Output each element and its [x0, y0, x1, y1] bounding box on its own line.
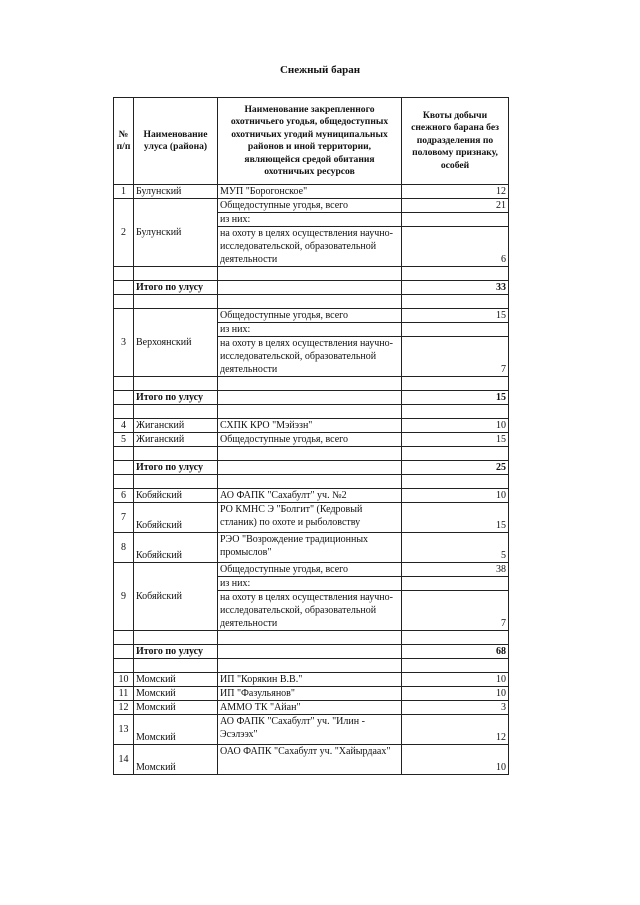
quota-cell: 3 [402, 701, 509, 715]
quota-cell [402, 577, 509, 591]
total-label: Итого по улусу [134, 461, 218, 475]
header-ground: Наименование закрепленного охотничьего угодья, общедоступных охотничьих угодий муниципальных районов и иной территории, являющейся средой обитания охотничьих ресурсов [218, 98, 402, 185]
header-region: Наименование улуса (района) [134, 98, 218, 185]
ground-cell: РО КМНС Э "Болгит" (Кедровый стланик) по охоте и рыболовству [218, 503, 402, 533]
quota-cell: 21 [402, 199, 509, 213]
row-num: 6 [114, 489, 134, 503]
row-num: 14 [114, 745, 134, 775]
quota-cell: 10 [402, 745, 509, 775]
row-num: 5 [114, 433, 134, 447]
region-cell: Кобяйский [134, 533, 218, 563]
row-num: 13 [114, 715, 134, 745]
row-num: 9 [114, 563, 134, 631]
table-row [114, 199, 509, 213]
table-row [114, 433, 509, 447]
ground-cell: на охоту в целях осуществления научно-исследовательской, образовательной деятельности [218, 591, 402, 631]
quota-cell: 15 [402, 433, 509, 447]
total-value: 15 [402, 391, 509, 405]
spacer-row [114, 631, 509, 645]
table-row [114, 309, 509, 323]
region-cell: Кобяйский [134, 489, 218, 503]
page-title: Снежный баран [279, 64, 361, 76]
table-row [114, 745, 509, 775]
ground-cell: АММО ТК "Айан" [218, 701, 402, 715]
total-value: 33 [402, 281, 509, 295]
spacer-row [114, 475, 509, 489]
region-cell: Момский [134, 673, 218, 687]
quota-cell [402, 213, 509, 227]
total-row [114, 281, 509, 295]
ground-cell: РЭО "Возрождение традиционных промыслов" [218, 533, 402, 563]
quota-cell: 15 [402, 503, 509, 533]
quota-cell: 10 [402, 419, 509, 433]
total-value: 25 [402, 461, 509, 475]
quota-cell [402, 323, 509, 337]
table-row [114, 185, 509, 199]
header-num: № п/п [114, 98, 134, 185]
spacer-row [114, 295, 509, 309]
quota-cell: 12 [402, 185, 509, 199]
region-cell: Верхоянский [134, 309, 218, 377]
total-value: 68 [402, 645, 509, 659]
quota-cell: 7 [402, 591, 509, 631]
ground-cell: МУП "Борогонское" [218, 185, 402, 199]
total-label: Итого по улусу [134, 645, 218, 659]
table-row [114, 687, 509, 701]
row-num: 7 [114, 503, 134, 533]
table-row [114, 533, 509, 563]
spacer-row [114, 377, 509, 391]
ground-cell: Общедоступные угодья, всего [218, 199, 402, 213]
row-num: 12 [114, 701, 134, 715]
ground-cell: ИП "Фазульянов" [218, 687, 402, 701]
row-num: 10 [114, 673, 134, 687]
row-num: 4 [114, 419, 134, 433]
region-cell: Булунский [134, 199, 218, 267]
region-cell: Кобяйский [134, 503, 218, 533]
quota-cell: 12 [402, 715, 509, 745]
ground-cell: АО ФАПК "Сахабулт" уч. "Илин - Эсэлээх" [218, 715, 402, 745]
ground-cell: из них: [218, 577, 402, 591]
ground-cell: Общедоступные угодья, всего [218, 433, 402, 447]
region-cell: Момский [134, 687, 218, 701]
total-label: Итого по улусу [134, 391, 218, 405]
spacer-row [114, 405, 509, 419]
ground-cell: АО ФАПК "Сахабулт" уч. №2 [218, 489, 402, 503]
quota-cell: 15 [402, 309, 509, 323]
region-cell: Момский [134, 715, 218, 745]
ground-cell: из них: [218, 323, 402, 337]
spacer-row [114, 267, 509, 281]
table-row [114, 715, 509, 745]
quota-cell: 10 [402, 673, 509, 687]
table-row [114, 701, 509, 715]
table-row [114, 563, 509, 577]
quota-cell: 6 [402, 227, 509, 267]
quota-cell: 5 [402, 533, 509, 563]
header-row [114, 98, 509, 185]
quota-cell: 38 [402, 563, 509, 577]
ground-cell: из них: [218, 213, 402, 227]
region-cell: Момский [134, 745, 218, 775]
ground-cell: ОАО ФАПК "Сахабулт уч. "Хайырдаах" [218, 745, 402, 775]
ground-cell: на охоту в целях осуществления научно-исследовательской, образовательной деятельности [218, 227, 402, 267]
region-cell: Момский [134, 701, 218, 715]
spacer-row [114, 659, 509, 673]
region-cell: Жиганский [134, 419, 218, 433]
quota-cell: 10 [402, 489, 509, 503]
row-num: 11 [114, 687, 134, 701]
quota-cell: 10 [402, 687, 509, 701]
table-row [114, 673, 509, 687]
ground-cell: СХПК КРО "Мэйэзн" [218, 419, 402, 433]
quota-table [113, 97, 509, 775]
table-row [114, 419, 509, 433]
ground-cell: ИП "Корякин В.В." [218, 673, 402, 687]
header-quota: Квоты добычи снежного барана без подразделения по половому признаку, особей [402, 98, 509, 185]
ground-cell: Общедоступные угодья, всего [218, 309, 402, 323]
quota-cell: 7 [402, 337, 509, 377]
table-row [114, 503, 509, 533]
table-row [114, 489, 509, 503]
region-cell: Булунский [134, 185, 218, 199]
row-num: 3 [114, 309, 134, 377]
row-num: 1 [114, 185, 134, 199]
region-cell: Кобяйский [134, 563, 218, 631]
total-label: Итого по улусу [134, 281, 218, 295]
ground-cell: Общедоступные угодья, всего [218, 563, 402, 577]
ground-cell: на охоту в целях осуществления научно-исследовательской, образовательной деятельности [218, 337, 402, 377]
spacer-row [114, 447, 509, 461]
total-row [114, 391, 509, 405]
total-row [114, 461, 509, 475]
row-num: 2 [114, 199, 134, 267]
row-num: 8 [114, 533, 134, 563]
region-cell: Жиганский [134, 433, 218, 447]
total-row [114, 645, 509, 659]
